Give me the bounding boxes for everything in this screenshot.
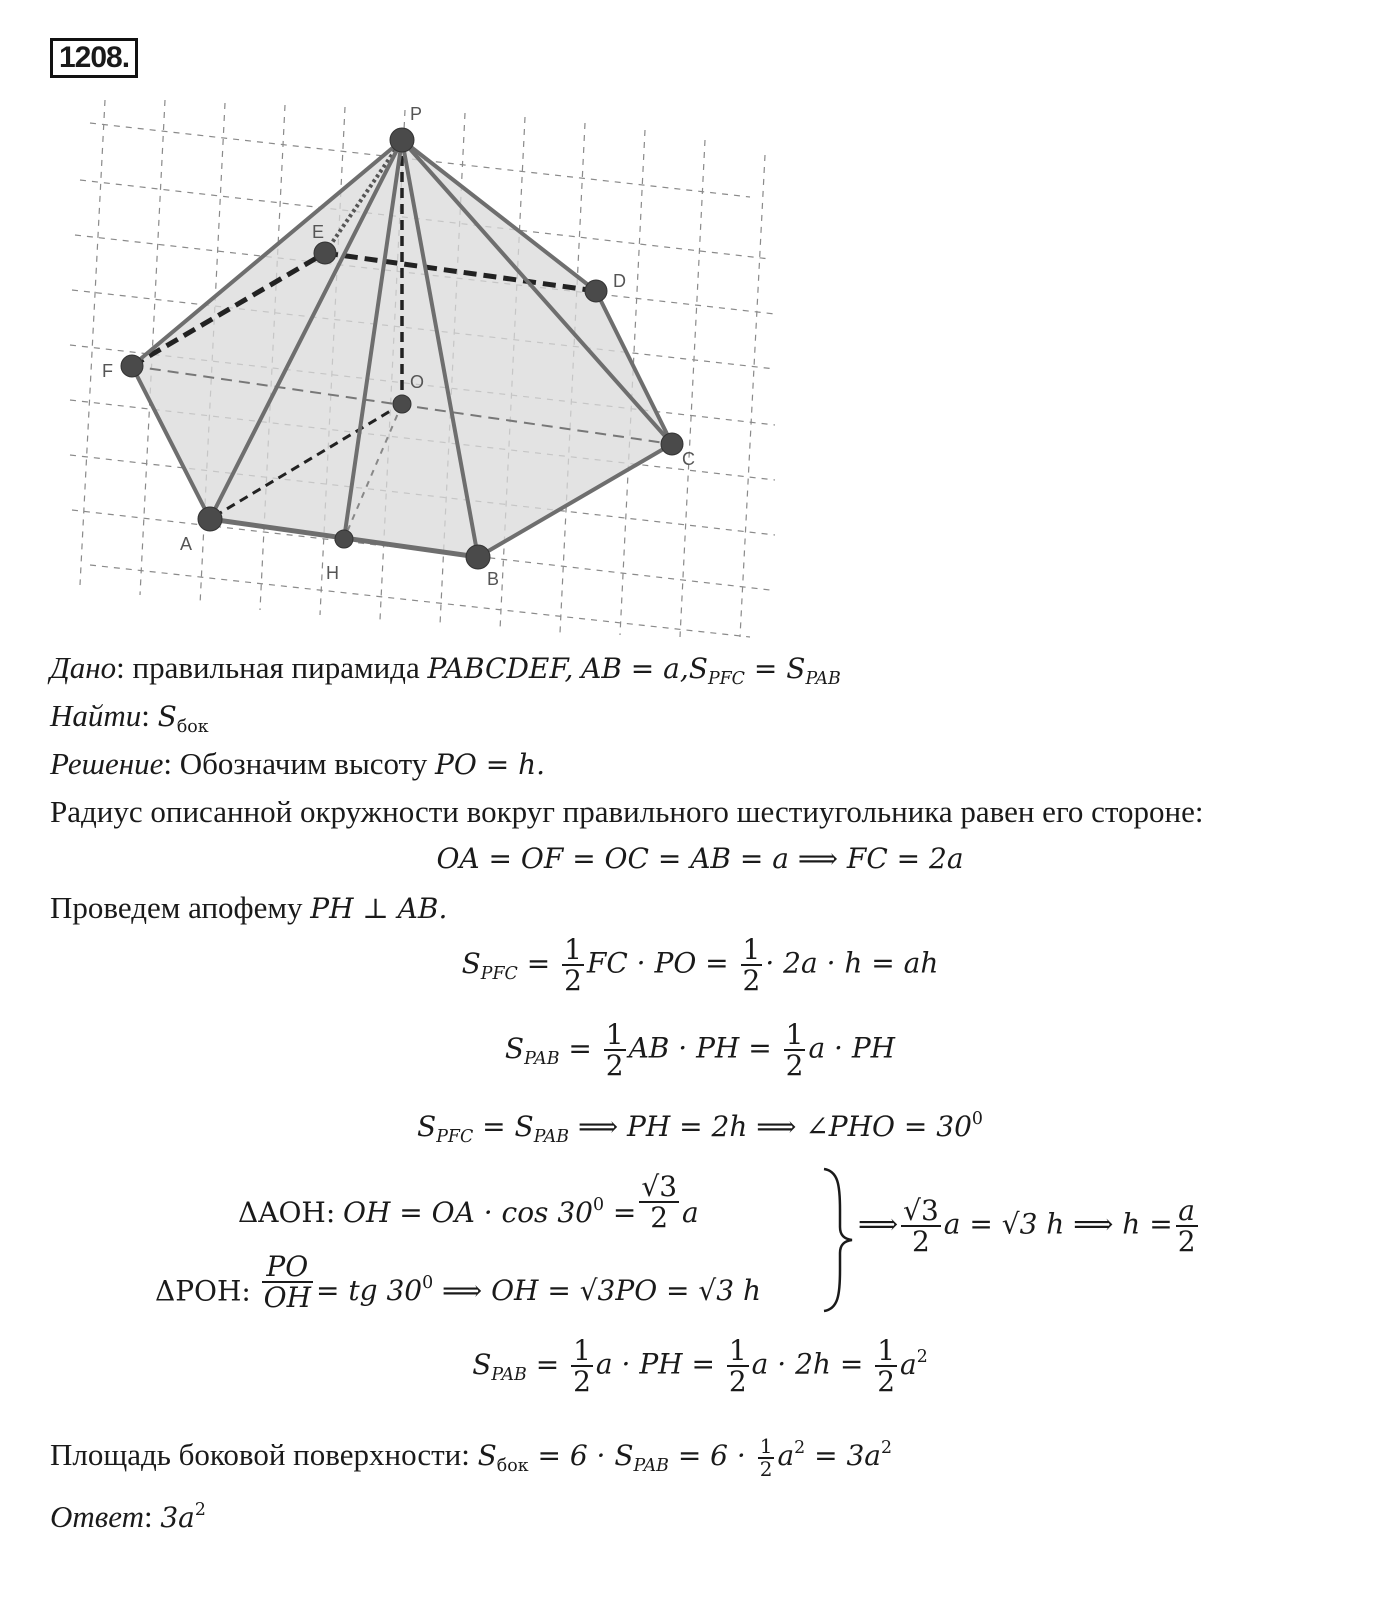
vertex-b: [466, 545, 490, 569]
label-a: A: [180, 534, 193, 554]
formula-s-pab: $S_{PAB}$ = $\frac{1}{2}$ AB · PH = $\frac{1}{2}$ a · PH: [504, 1018, 896, 1083]
system-poh: ΔPOH: $\frac{PO}{OH}$ = tg $30^0$ ⟹ OH = √3PO = √3 h: [155, 1250, 762, 1315]
label-d: D: [613, 271, 626, 291]
vertex-o: [393, 395, 411, 413]
problem-number: 1208.: [50, 38, 138, 78]
vertex-e: [314, 242, 336, 264]
vertex-f: [121, 355, 143, 377]
vertex-c: [661, 433, 683, 455]
answer-value: $3a^2$: [160, 1500, 206, 1535]
given-line: Дано: правильная пирамида PABCDEF, AB = $a,S_{PFC} = S_{PAB}$: [50, 650, 841, 690]
pyramid-figure: [60, 95, 790, 655]
formula-equal-areas: $S_{PFC} = S_{PAB}$ ⟹ PH = 2h ⟹ ∠PHO = $30^0$: [417, 1108, 983, 1148]
given-pyramid: PABCDEF: [427, 652, 565, 685]
formula-s-pfc: $S_{PFC}$ = $\frac{1}{2}$ FC · PO = $\frac{1}{2}$ · 2a · h = ah: [461, 933, 939, 998]
label-b: B: [487, 569, 500, 589]
radius-formula: OA = OF = OC = AB = a ⟹ FC = 2a: [436, 842, 964, 875]
apothem-line: [50, 888, 447, 929]
label-h: H: [326, 563, 339, 583]
system-aoh: ΔAOH: OH = OA · $\cos 30^0$ = $\frac{√3}{2}$ a: [238, 1170, 699, 1235]
find-expr: $S_{бок}$: [157, 700, 209, 738]
system-brace: [818, 1165, 858, 1315]
apothem-expr: PH ⊥ AB.: [310, 892, 448, 925]
given-label: Дано: [50, 650, 117, 685]
poh-label: ΔPOH:: [155, 1274, 251, 1308]
label-p: P: [410, 104, 423, 124]
find-line: Найти: $S_{бок}$: [50, 698, 209, 738]
answer-line: Ответ: $3a^2$: [50, 1499, 206, 1535]
aoh-label: ΔAOH:: [238, 1195, 336, 1229]
formula-s-pab-result: $S_{PAB}$ = $\frac{1}{2}$ a · PH = $\frac{1}{2}$ a · 2h = $\frac{1}{2}$ $a^2$: [472, 1334, 928, 1399]
answer-label: Ответ: [50, 1499, 144, 1535]
solution-text: Обозначим высоту: [179, 746, 428, 781]
solution-expr: PO = h.: [435, 748, 546, 781]
lateral-line: Площадь боковой поверхности: $S_{бок} = 6 \cdot S_{PAB} = 6$ · $\frac{1}{2}$ $a^2 = 3a^2$: [50, 1434, 893, 1482]
lateral-text: Площадь боковой поверхности:: [50, 1437, 470, 1473]
vertex-d: [585, 280, 607, 302]
apothem-text: Проведем апофему: [50, 890, 303, 925]
find-label: Найти: [50, 698, 142, 733]
label-e: E: [312, 222, 325, 242]
vertex-a: [198, 507, 222, 531]
given-text: правильная пирамида: [132, 650, 420, 685]
label-f: F: [102, 361, 113, 381]
radius-text: Радиус описанной окружности вокруг правильного шестиугольника равен его стороне:: [50, 794, 1204, 829]
label-o: O: [410, 372, 425, 392]
system-result: ⟹ $\frac{√3}{2}$ a = √3 h ⟹ h = $\frac{a}{2}$: [858, 1194, 1196, 1259]
vertex-p: [390, 128, 414, 152]
label-c: C: [682, 449, 695, 469]
given-ab: AB = a: [581, 652, 680, 685]
solution-line: Решение: Обозначим высоту PO = h.: [50, 746, 546, 781]
solution-label: Решение: [50, 746, 164, 781]
vertex-h: [335, 530, 353, 548]
